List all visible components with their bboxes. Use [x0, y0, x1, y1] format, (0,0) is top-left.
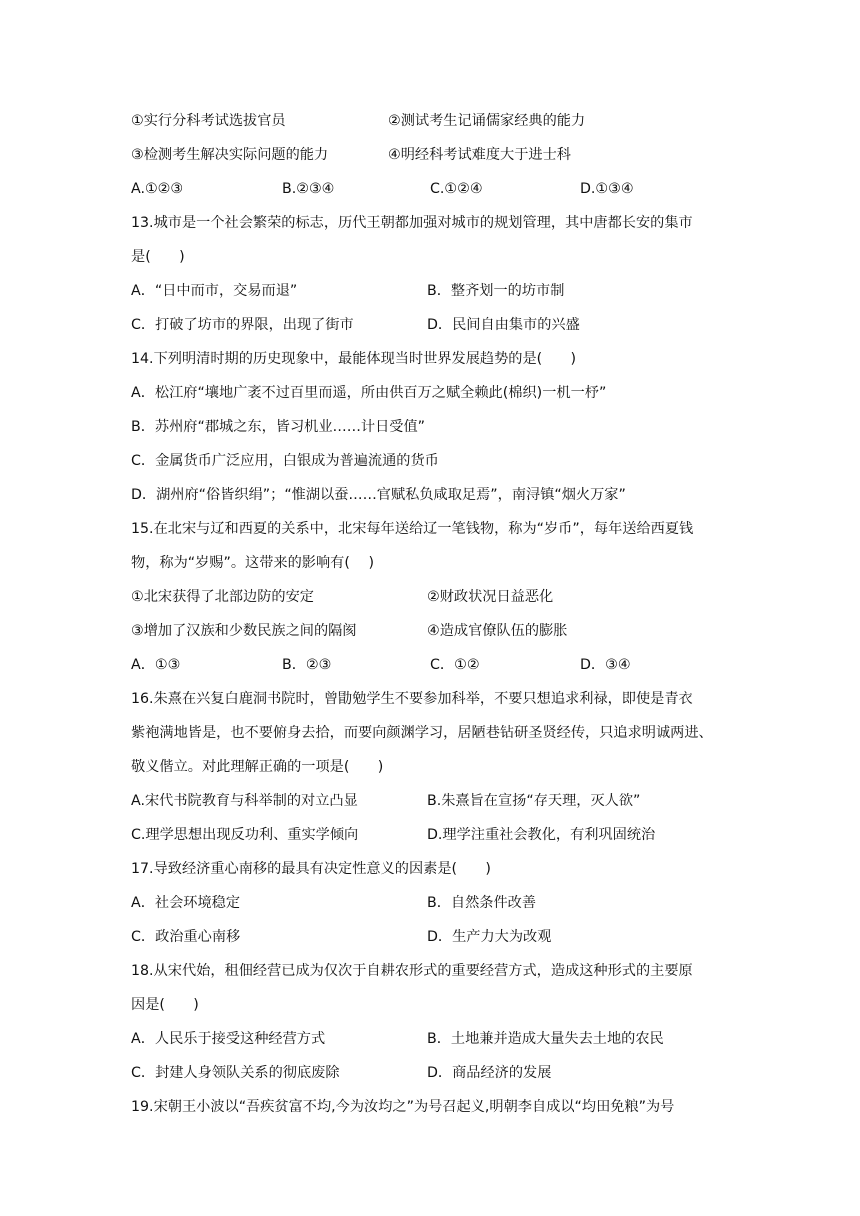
option-text: D．民间自由集市的兴盛 — [427, 317, 580, 333]
option-line — [0, 108, 860, 134]
answer-choice — [0, 482, 860, 508]
option-text: D．③④ — [580, 657, 631, 673]
line-text: 是( ) — [131, 249, 185, 265]
question-15-stem — [0, 516, 860, 542]
line-text: 因是( ) — [131, 997, 199, 1013]
question-18-stem — [0, 958, 860, 984]
option-text: ④明经科考试难度大于进士科 — [388, 147, 571, 163]
option-text: ①北宋获得了北部边防的安定 — [131, 589, 314, 605]
line-text: 16.朱熹在兴复白鹿洞书院时，曾勖勉学生不要参加科举，不要只想追求利禄，即使是青衣 — [131, 691, 693, 707]
option-text: B．整齐划一的坊市制 — [427, 283, 565, 299]
option-text: A.宋代书院教育与科举制的对立凸显 — [131, 793, 358, 809]
line-text: 紫袍满地皆是，也不要俯身去拾，而要向颜渊学习，居陋巷钻研圣贤经传，只追求明诚两进、 — [131, 725, 713, 741]
option-text: A．①③ — [131, 657, 181, 673]
line-text: 15.在北宋与辽和西夏的关系中，北宋每年送给辽一笔钱物，称为“岁币”，每年送给西夏钱 — [131, 521, 694, 537]
question-16-stem — [0, 686, 860, 712]
option-text: D．商品经济的发展 — [427, 1065, 552, 1081]
line-text: B．苏州府“郡城之东，皆习机业……计日受值” — [131, 419, 425, 435]
option-text: ③增加了汉族和少数民族之间的隔阂 — [131, 623, 357, 639]
option-text: A．“日中而市，交易而退” — [131, 283, 298, 299]
answer-choices — [0, 890, 860, 916]
line-text: A．松江府“壤地广袤不过百里而遥，所由供百万之赋全赖此(棉织)一机一杼” — [131, 385, 607, 401]
question-13-stem — [0, 244, 860, 270]
option-line — [0, 142, 860, 168]
option-text: B.朱熹旨在宣扬“存天理，灭人欲” — [427, 793, 641, 809]
option-text: ④造成官僚队伍的膨胀 — [427, 623, 568, 639]
option-text: ②财政状况日益恶化 — [427, 589, 554, 605]
option-text: C．封建人身领队关系的彻底废除 — [131, 1065, 340, 1081]
option-text: ①实行分科考试选拔官员 — [131, 113, 286, 129]
question-18-stem — [0, 992, 860, 1018]
answer-choices — [0, 788, 860, 814]
line-text: 物，称为“岁赐”。这带来的影响有( ) — [131, 555, 375, 571]
answer-choices — [0, 176, 860, 202]
option-text: C.理学思想出现反功利、重实学倾向 — [131, 827, 359, 843]
option-text: B．土地兼并造成大量失去土地的农民 — [427, 1031, 664, 1047]
option-text: B．②③ — [282, 657, 332, 673]
line-text: 敬义偕立。对此理解正确的一项是( ) — [131, 759, 384, 775]
line-text: 14.下列明清时期的历史现象中，最能体现当时世界发展趋势的是( ) — [131, 351, 577, 367]
option-text: ③检测考生解决实际问题的能力 — [131, 147, 329, 163]
option-text: D．生产力大为改观 — [427, 929, 552, 945]
option-text: C.①②④ — [430, 181, 483, 197]
answer-choices — [0, 278, 860, 304]
answer-choices — [0, 924, 860, 950]
line-text: 13.城市是一个社会繁荣的标志，历代王朝都加强对城市的规划管理，其中唐都长安的集市 — [131, 215, 693, 231]
question-15-stem — [0, 550, 860, 576]
option-line — [0, 584, 860, 610]
answer-choice — [0, 448, 860, 474]
option-text: C．政治重心南移 — [131, 929, 241, 945]
question-17-stem — [0, 856, 860, 882]
answer-choice — [0, 380, 860, 406]
option-text: A．人民乐于接受这种经营方式 — [131, 1031, 326, 1047]
line-text: D．湖州府“俗皆织绢”；“惟湖以蚕……官赋私负咸取足焉”，南浔镇“烟火万家” — [131, 487, 626, 503]
option-text: C．①② — [430, 657, 480, 673]
option-text: D.①③④ — [580, 181, 634, 197]
line-text: 19.宋朝王小波以“吾疾贫富不均,今为汝均之”为号召起义,明朝李自成以“均田免粮”为号 — [131, 1099, 675, 1115]
option-text: A．社会环境稳定 — [131, 895, 241, 911]
question-16-stem — [0, 720, 860, 746]
question-13-stem — [0, 210, 860, 236]
option-text: ②测试考生记诵儒家经典的能力 — [388, 113, 586, 129]
question-19-stem — [0, 1094, 860, 1120]
line-text: 17.导致经济重心南移的最具有决定性意义的因素是( ) — [131, 861, 491, 877]
option-text: C．打破了坊市的界限，出现了街市 — [131, 317, 354, 333]
answer-choices — [0, 822, 860, 848]
option-text: D.理学注重社会教化，有利巩固统治 — [427, 827, 656, 843]
question-16-stem — [0, 754, 860, 780]
line-text: C．金属货币广泛应用，白银成为普遍流通的货币 — [131, 453, 439, 469]
option-text: B．自然条件改善 — [427, 895, 537, 911]
answer-choices — [0, 652, 860, 678]
answer-choices — [0, 1060, 860, 1086]
option-line — [0, 618, 860, 644]
option-text: B.②③④ — [282, 181, 335, 197]
answer-choice — [0, 414, 860, 440]
option-text: A.①②③ — [131, 181, 184, 197]
question-14-stem — [0, 346, 860, 372]
answer-choices — [0, 1026, 860, 1052]
line-text: 18.从宋代始，租佃经营已成为仅次于自耕农形式的重要经营方式，造成这种形式的主要原 — [131, 963, 693, 979]
answer-choices — [0, 312, 860, 338]
